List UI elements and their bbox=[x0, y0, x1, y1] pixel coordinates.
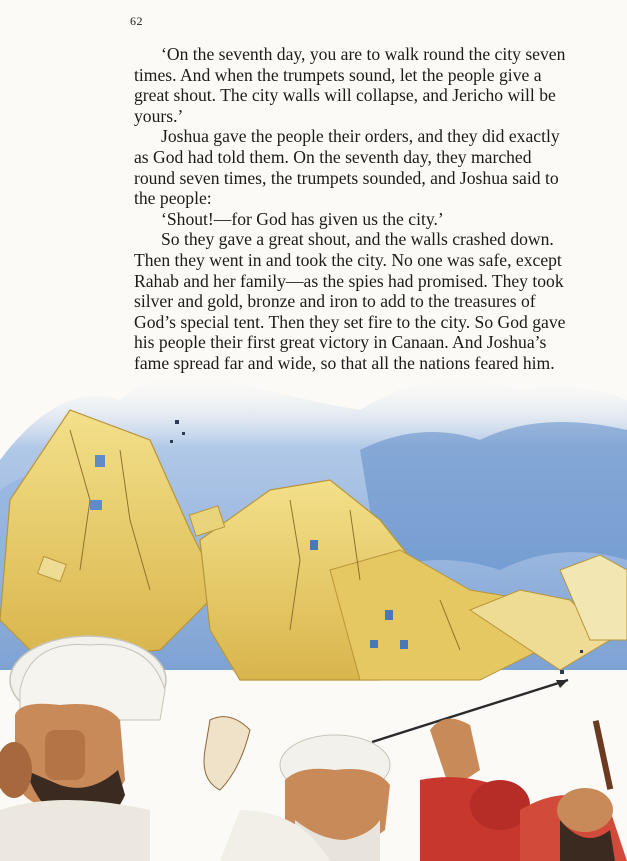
paragraph-4: So they gave a great shout, and the walls crashed down. Then they went in and took the city. No one was safe, except Rahab and her family—as the spies had promised. They took silver and gold, bronze and iron to add to the treasures of God’s special tent. Then they set fire to the city. So God gave his people their first great victory in Canaan. And Joshua’s fame spread far and wide, so that all the nations feared him. bbox=[134, 229, 566, 373]
paragraph-3: ‘Shout!—for God has given us the city.’ bbox=[161, 208, 444, 229]
paragraph-2: Joshua gave the people their orders, and they did exactly as God had told them. On the seventh day, they marched round seven times, the trumpets sounded, and Joshua said to the people: bbox=[134, 126, 560, 209]
paragraph-1: ‘On the seventh day, you are to walk round the city seven times. And when the trumpets sound, let the people give a great shout. The city walls will collapse, and Jericho will be yours.’ bbox=[134, 44, 566, 126]
jericho-walls-illustration bbox=[0, 340, 627, 861]
page-number: 62 bbox=[130, 14, 143, 28]
story-text bbox=[134, 44, 574, 374]
